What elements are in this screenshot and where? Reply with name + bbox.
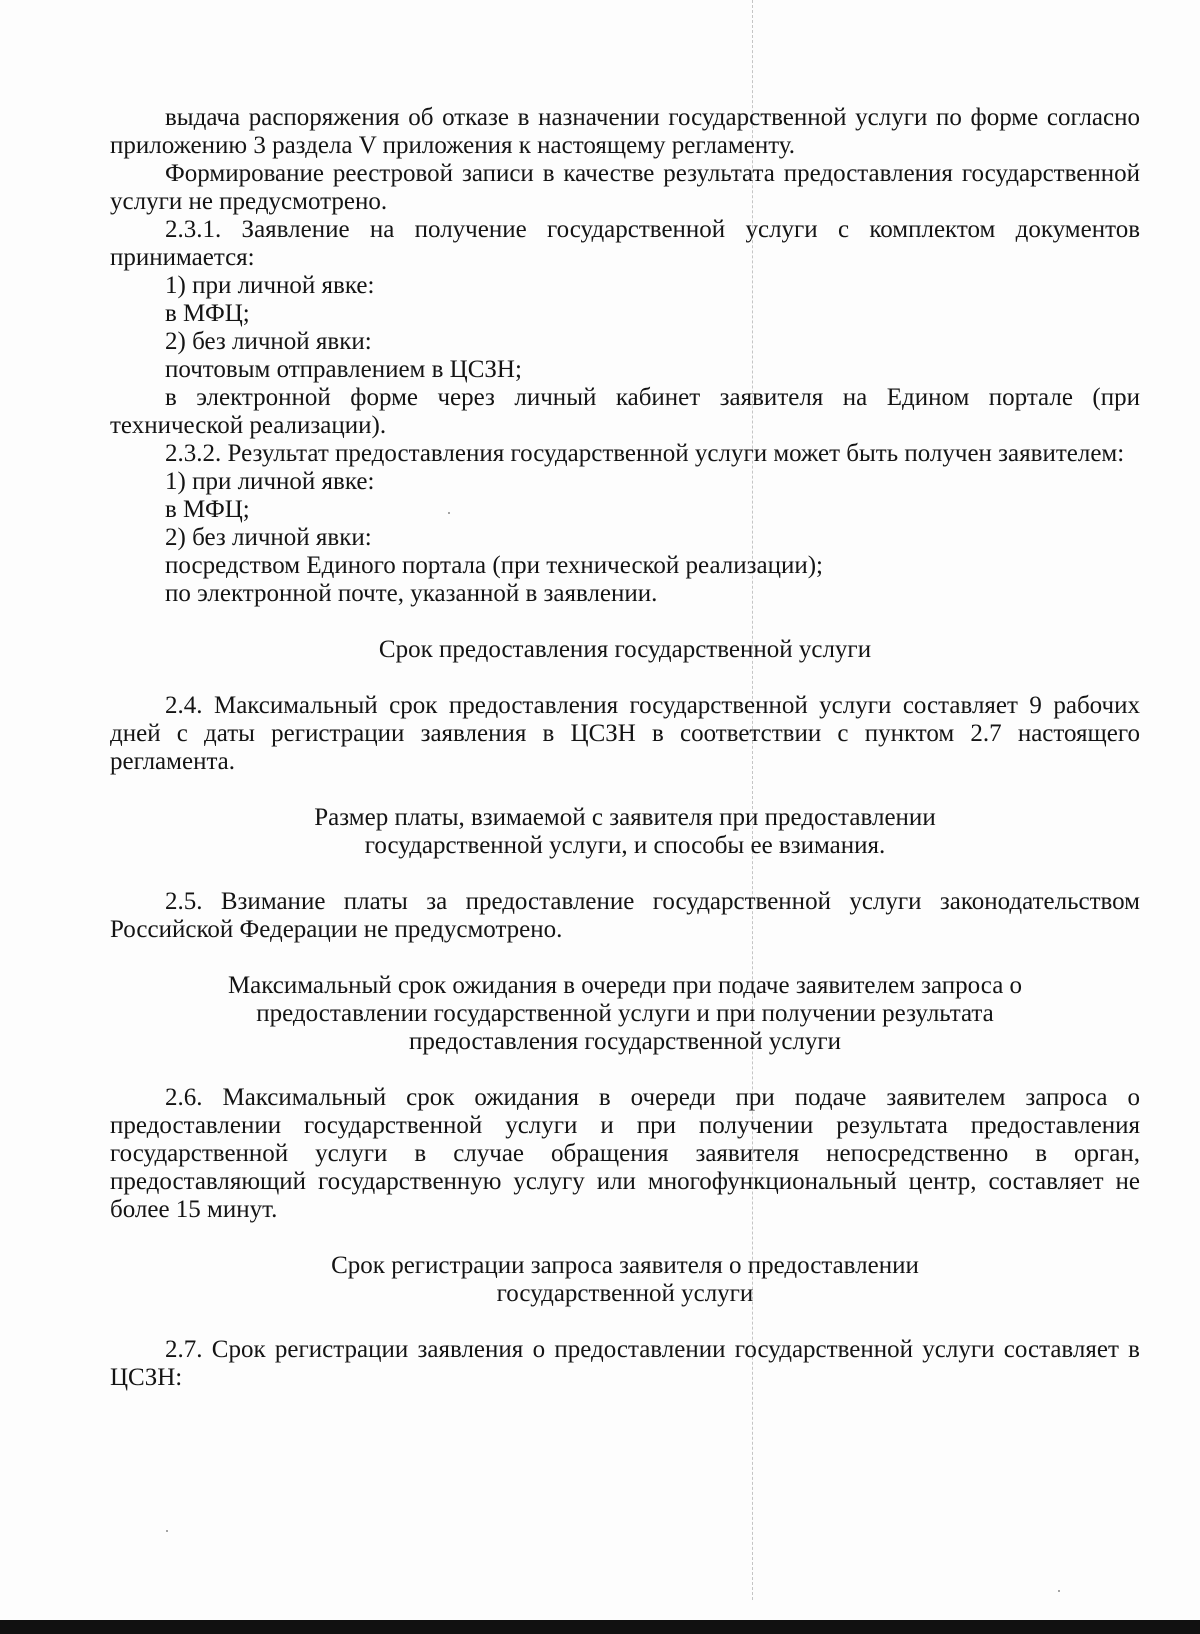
section-heading-line: предоставлении государственной услуги и при получении результата xyxy=(256,1000,994,1027)
list-item: 2) без личной явки: xyxy=(165,524,372,551)
section-heading-line: государственной услуги xyxy=(496,1280,754,1307)
section-heading-line: Размер платы, взимаемой с заявителя при предоставлении xyxy=(314,804,936,831)
paragraph-2-7: 2.7. Срок регистрации заявления о предоставлении государственной услуги составляет в ЦСЗН: xyxy=(110,1336,1140,1391)
section-heading-queue xyxy=(110,972,1140,1056)
list-item: посредством Единого портала (при технической реализации); xyxy=(165,552,824,579)
paragraph-2-4: 2.4. Максимальный срок предоставления государственной услуги составляет 9 рабочих дней с даты регистрации заявления в ЦСЗН в соответствии с пунктом 2.7 настоящего регламента. xyxy=(110,692,1140,775)
section-heading-line: Максимальный срок ожидания в очереди при подаче заявителем запроса о xyxy=(227,972,1023,999)
section-heading-registration xyxy=(110,1252,1140,1308)
section-heading-line: Срок регистрации запроса заявителя о предоставлении xyxy=(331,1252,919,1279)
section-heading-fee xyxy=(110,804,1140,860)
list-item: по электронной почте, указанной в заявлении. xyxy=(165,580,658,607)
scan-bottom-edge xyxy=(0,1620,1200,1634)
paragraph-2-5: 2.5. Взимание платы за предоставление государственной услуги законодательством Российской Федерации не предусмотрено. xyxy=(110,888,1140,943)
scan-speck xyxy=(1058,1590,1060,1592)
list-item: 1) при личной явке: xyxy=(165,468,375,495)
section-heading-line: государственной услуги, и способы ее взимания. xyxy=(364,832,886,859)
scan-speck xyxy=(166,1530,168,1532)
document-page xyxy=(110,104,1140,1392)
list-item: 1) при личной явке: xyxy=(165,272,375,299)
list-item: в МФЦ; xyxy=(165,496,250,523)
section-heading-line: предоставления государственной услуги xyxy=(408,1028,842,1055)
section-heading-term xyxy=(110,636,1140,664)
paragraph-registry-record: Формирование реестровой записи в качестве результата предоставления государственной услуги не предусмотрено. xyxy=(110,160,1140,215)
paragraph-refusal-order: выдача распоряжения об отказе в назначении государственной услуги по форме согласно приложению 3 раздела V приложения к настоящему регламенту. xyxy=(110,104,1140,159)
list-item: в МФЦ; xyxy=(165,300,250,327)
paragraph-2-3-1: 2.3.1. Заявление на получение государственной услуги с комплектом документов принимается: xyxy=(110,216,1140,271)
section-heading-line: Срок предоставления государственной услуги xyxy=(378,636,872,663)
list-item: почтовым отправлением в ЦСЗН; xyxy=(165,356,522,383)
paragraph-2-3-2: 2.3.2. Результат предоставления государственной услуги может быть получен заявителем: xyxy=(165,440,1125,467)
paragraph-2-6: 2.6. Максимальный срок ожидания в очереди при подаче заявителем запроса о предоставлении государственной услуги и при получении результата предоставления государственной услуги в случае обращения заявителя непосредственно в орган, предоставляющий государственную услугу или многофункциональный центр, составляет не более 15 минут. xyxy=(110,1084,1140,1223)
paragraph-electronic-form: в электронной форме через личный кабинет заявителя на Едином портале (при технической реализации). xyxy=(110,384,1140,439)
list-item: 2) без личной явки: xyxy=(165,328,372,355)
